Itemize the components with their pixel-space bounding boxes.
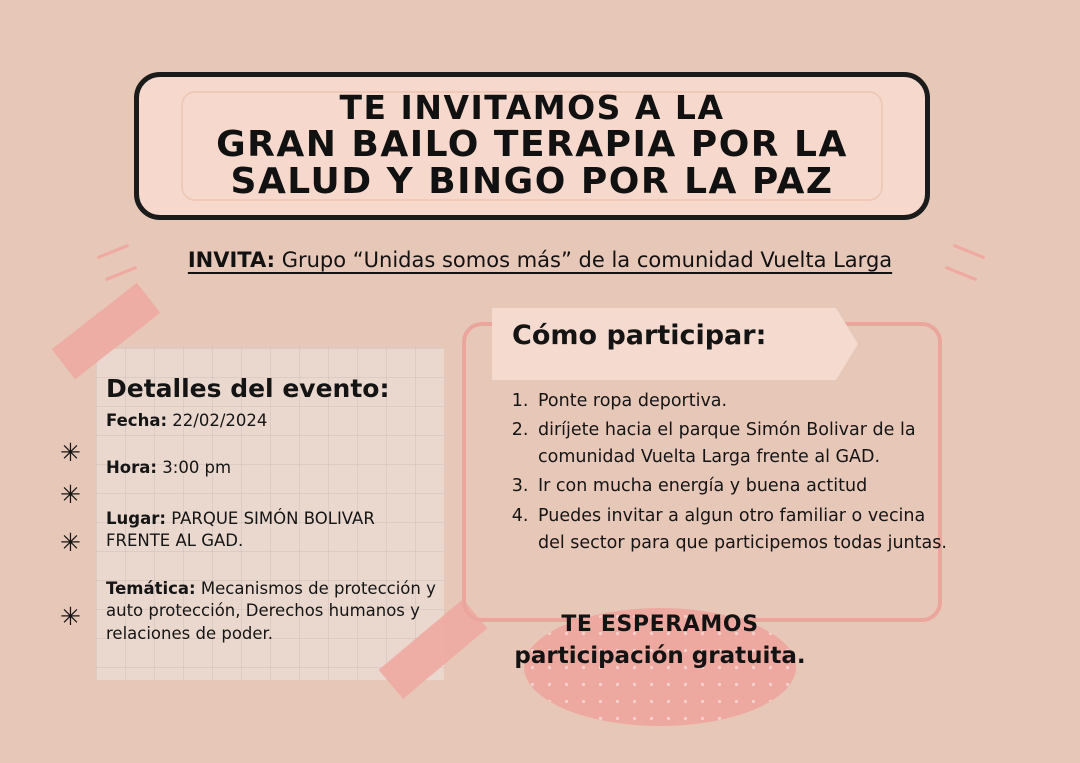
list-item: 2. diríjete hacia el parque Simón Bolivar de la comunidad Vuelta Larga frente al GAD. (534, 417, 954, 471)
detail-lugar-value: PARQUE SIMÓN BOLIVAR FRENTE AL GAD. (106, 509, 375, 551)
title-banner (134, 72, 930, 220)
detail-tematica-label: Temática: (106, 579, 196, 598)
how-to-steps-list (508, 388, 954, 559)
detail-lugar-label: Lugar: (106, 509, 166, 528)
list-item: 1. Ponte ropa deportiva. (534, 388, 954, 415)
title-inner-border (181, 88, 883, 203)
detail-tematica-value: Mecanismos de protección y auto protección, Derechos humanos y relaciones de poder. (106, 579, 436, 643)
invita-line (0, 248, 1080, 272)
star-bullet-icon: ✳ (60, 528, 81, 557)
invita-text: Grupo “Unidas somos más” de la comunidad Vuelta Larga (275, 248, 893, 272)
star-bullet-icon: ✳ (60, 480, 81, 509)
list-item: 3. Ir con mucha energía y buena actitud (534, 473, 954, 500)
title-line-1: TE INVITAMOS A LA (339, 88, 725, 128)
detail-hora (106, 457, 436, 479)
invita-label: INVITA: (187, 248, 276, 272)
detail-hora-value: 3:00 pm (157, 458, 232, 477)
detail-lugar (106, 508, 426, 553)
closing-line-1: TE ESPERAMOS (561, 612, 759, 637)
star-bullet-icon: ✳ (60, 438, 81, 467)
closing-line-2: participación gratuita. (514, 643, 806, 669)
list-item: 4. Puedes invitar a algun otro familiar o vecina del sector para que participemos todas juntas. (534, 503, 954, 557)
how-to-heading: Cómo participar: (512, 320, 767, 351)
detail-fecha-value: 22/02/2024 (167, 411, 268, 430)
detail-tematica (106, 578, 436, 645)
closing-text (470, 612, 850, 669)
title-line-2: GRAN BAILO TERAPIA POR LA (216, 123, 848, 165)
details-heading: Detalles del evento: (106, 374, 390, 403)
detail-fecha (106, 410, 436, 432)
detail-hora-label: Hora: (106, 458, 158, 477)
star-bullet-icon: ✳ (60, 602, 81, 631)
detail-fecha-label: Fecha: (106, 411, 168, 430)
title-line-3: SALUD Y BINGO POR LA PAZ (230, 161, 834, 203)
